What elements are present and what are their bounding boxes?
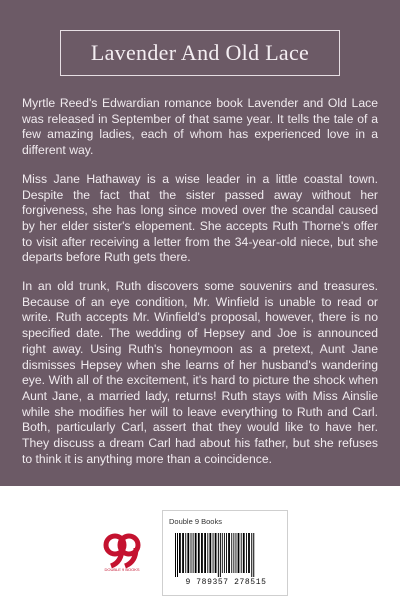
double9-books-logo <box>102 532 142 572</box>
title-frame <box>60 30 340 76</box>
logo-wordmark: DOUBLE 9 BOOKS <box>104 567 140 572</box>
publisher-name: Double 9 Books <box>169 517 222 526</box>
blurb-paragraph: Miss Jane Hathaway is a wise leader in a little coastal town. Despite the fact that the sister passed away without her forgiveness, she has long since moved over the scandal caused by her elder sister's elopement. She accepts Ruth Thorne's offer to visit after receiving a letter from the 34-year-old niece, but she departs before Ruth gets there. <box>22 171 378 265</box>
isbn-number: 9 789357 278515 <box>185 578 267 587</box>
book-blurb <box>22 96 378 480</box>
blurb-paragraph: Myrtle Reed's Edwardian romance book Lavender and Old Lace was released in September of that same year. It tells the tale of a few amazing ladies, each of whom has experienced love in a different way. <box>22 96 378 158</box>
book-title: Lavender And Old Lace <box>90 40 310 65</box>
blurb-paragraph: In an old trunk, Ruth discovers some souvenirs and treasures. Because of an eye condition, Mr. Winfield is unable to read or write. Ruth accepts Mr. Winfield's proposal, however, there is no specified date. The wedding of Hepsey and Joe is announced right away. Using Ruth's honeymoon as a pretext, Aunt Jane dismisses Hepsey when she learns of her husband's wandering eye. With all of the excitement, it's hard to picture the shock when Aunt Jane, a married lady, returns! Ruth stays with Miss Ainslie while she modifies her will to leave everything to Ruth and Carl. Both, particularly Carl, assert that they would like to have her. They discuss a dream Carl had about his father, but she refuses to think it is anything more than a coincidence. <box>22 279 378 466</box>
isbn-barcode <box>173 533 277 577</box>
barcode-panel <box>162 510 288 596</box>
